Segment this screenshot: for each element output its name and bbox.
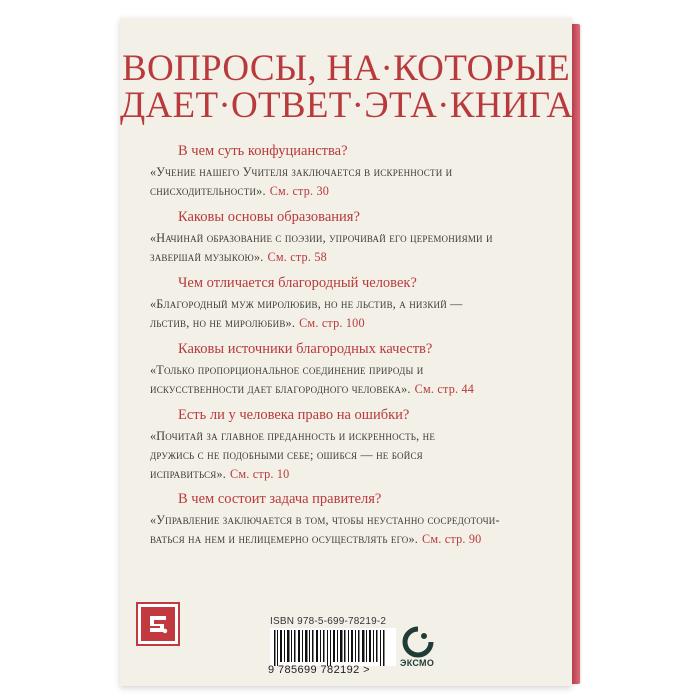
answer [150,229,550,267]
answer-line: снисходительности». [150,184,266,198]
answer [150,163,550,201]
eksmo-logo-icon [402,626,434,658]
page-reference: См. стр. 44 [414,382,475,396]
answer [150,361,550,399]
answer-line-with-ref [150,380,550,399]
question: Есть ли у человека право на ошибки? [178,407,410,423]
answer-line: «Только пропорциональное соединение природы и [150,363,424,377]
answer-line: «Управление заключается в том, чтобы неустанно сосредоточи- [150,513,500,527]
answer [150,295,550,333]
answer-line-with-ref [150,182,550,201]
heading-line-1: ВОПРОСЫ, НА·КОТОРЫЕ [122,48,570,89]
series-seal-logo [138,604,178,644]
answer-line-with-ref [150,314,550,333]
qa-block-2 [150,208,550,267]
qa-block-6 [150,490,550,549]
answer-line: льстив, но не миролюбив». [150,316,296,330]
question: В чем суть конфуцианства? [178,143,348,159]
barcode-icon [270,628,396,666]
isbn-text: ISBN 978-5-699-78219-2 [270,616,387,627]
question: Чем отличается благородный человек? [178,275,417,291]
question: В чем состоит задача правителя? [178,491,382,507]
answer-line: «Начинай образование с поэзии, упрочивай его церемониями и [150,231,493,245]
answer-line: «Почитай за главное преданность и искренность, не [150,429,436,443]
answer-line: ваться на нем и нелицемерно осуществлять его». [150,532,419,546]
answer [150,427,550,484]
seal-glyph-icon [144,610,172,638]
page-reference: См. стр. 100 [299,316,365,330]
question: Каковы источники благородных качеств? [178,341,433,357]
qa-block-5 [150,406,550,484]
qa-block-3 [150,274,550,333]
answer-line: завершай музыкою». [150,250,264,264]
answer-line-with-ref [150,465,550,484]
answer-line-with-ref [150,530,550,549]
page-reference: См. стр. 10 [230,467,290,481]
qa-block-4 [150,340,550,399]
cover-heading [120,50,572,124]
page-reference: См. стр. 30 [269,184,330,198]
answer-line: исправиться». [150,467,227,481]
book-back-cover [120,18,572,686]
barcode-digits: 9 785699 782192 > [268,664,370,676]
answer [150,511,550,549]
publisher-name: ЭКСМО [400,658,435,668]
answer-line: «Учение нашего Учителя заключается в искренности и [150,165,453,179]
page-reference: См. стр. 58 [267,250,327,264]
qa-block-1 [150,142,550,201]
answer-line-with-ref [150,248,550,267]
answer-line: дружись с не подобными себе; ошибся — не бойся [150,448,423,462]
page-reference: См. стр. 90 [422,532,482,546]
answer-line: искусственности дает благородного человека». [150,382,411,396]
heading-line-2: ДАЕТ·ОТВЕТ·ЭТА·КНИГА [120,85,574,126]
answer-line: «Благородный муж миролюбив, но не льстив, а низкий — [150,297,463,311]
question: Каковы основы образования? [178,209,360,225]
